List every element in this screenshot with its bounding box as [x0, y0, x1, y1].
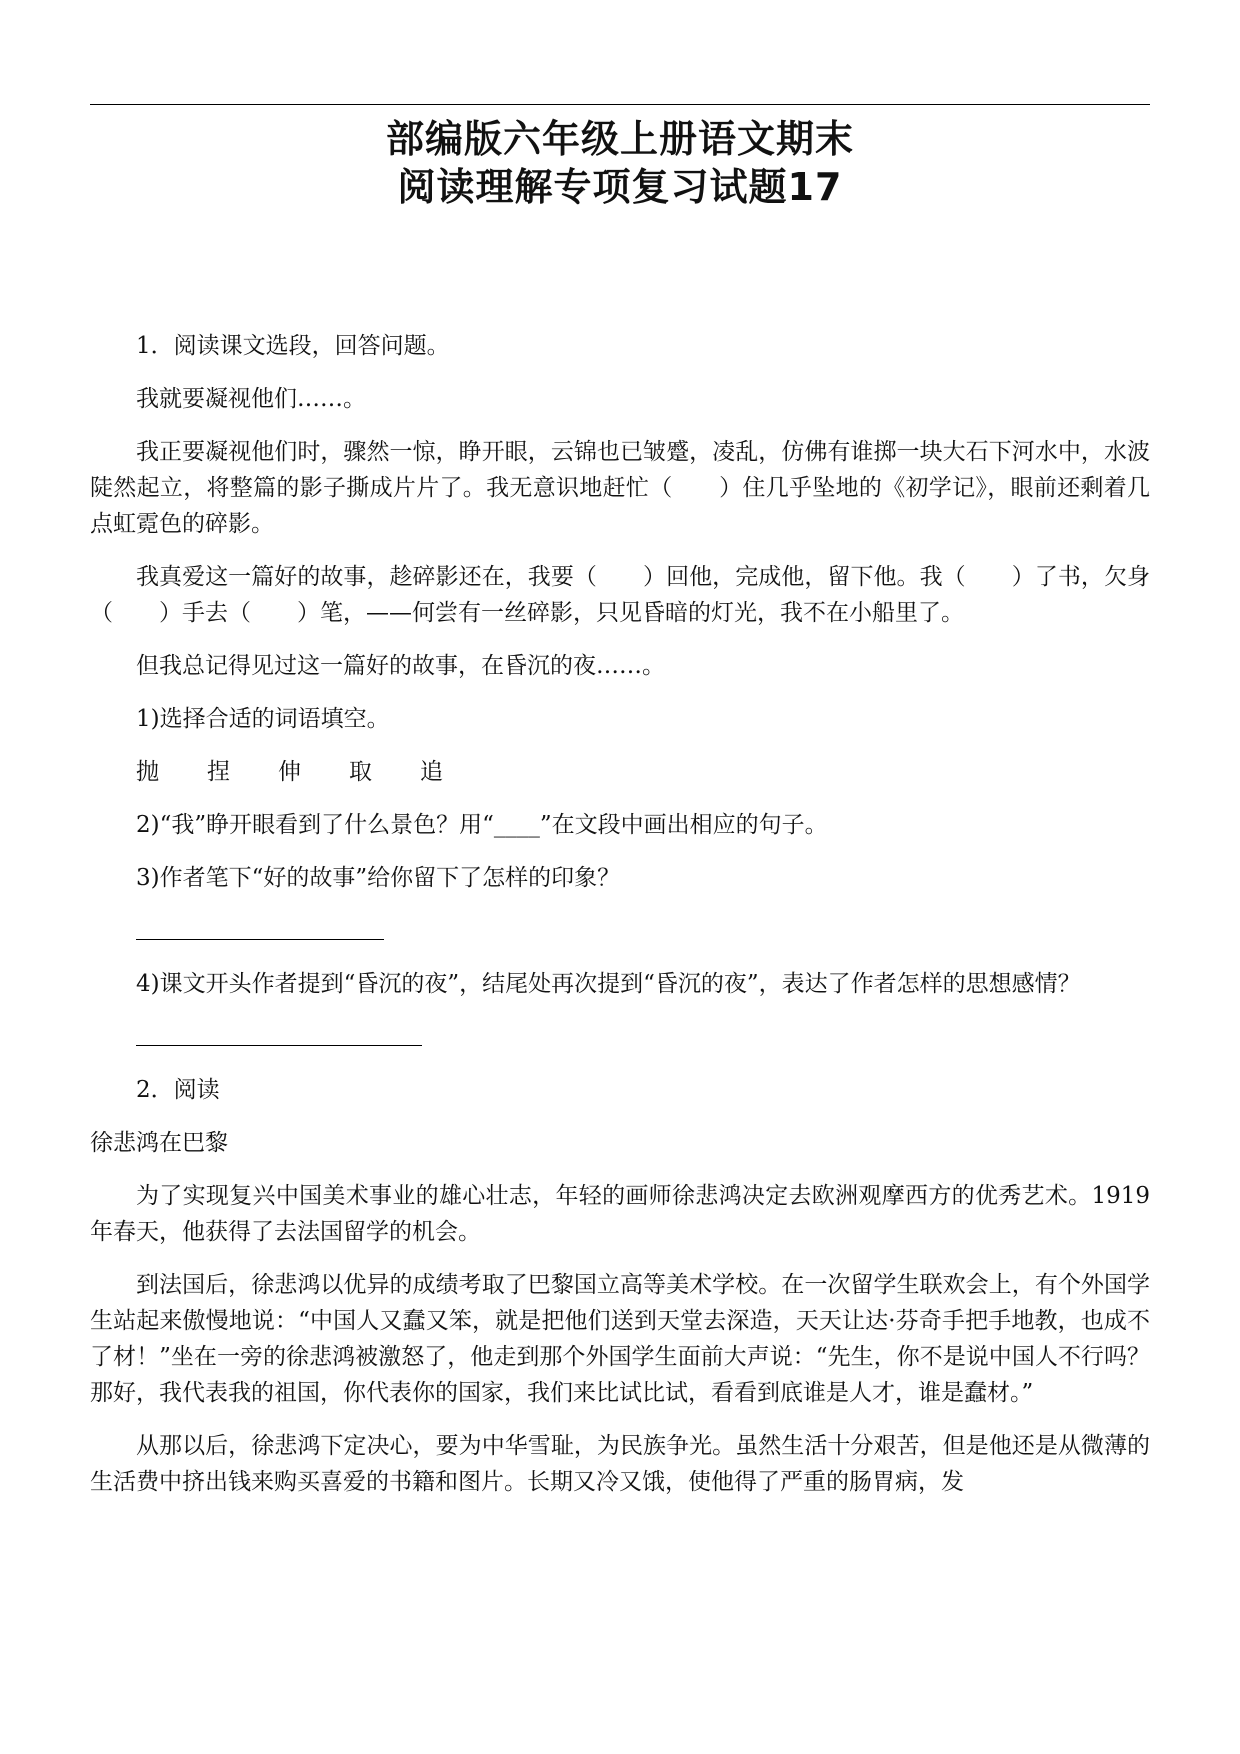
story-paragraph: 为了实现复兴中国美术事业的雄心壮志，年轻的画师徐悲鸿决定去欧洲观摩西方的优秀艺术。1919年春天，他获得了去法国留学的机会。	[90, 1183, 1150, 1245]
answer-line[interactable]	[136, 1019, 1150, 1055]
subquestion-1: 1)选择合适的词语填空。	[136, 706, 390, 732]
story-title: 徐悲鸿在巴黎	[90, 1130, 228, 1156]
subquestion-4: 4)课文开头作者提到“昏沉的夜”，结尾处再次提到“昏沉的夜”，表达了作者怎样的思想感情？	[136, 971, 1081, 997]
subquestion-3: 3)作者笔下“好的故事”给你留下了怎样的印象？	[136, 865, 621, 891]
header-rule	[90, 104, 1150, 105]
word-choice: 追	[420, 759, 443, 785]
question1-heading: 1．阅读课文选段，回答问题。	[136, 333, 450, 359]
story-paragraph: 从那以后，徐悲鸿下定决心，要为中华雪耻，为民族争光。虽然生活十分艰苦，但是他还是从微薄的生活费中挤出钱来购买喜爱的书籍和图片。长期又冷又饿，使他得了严重的肠胃病，发	[90, 1433, 1150, 1495]
document-body	[90, 328, 1150, 1517]
answer-line[interactable]	[136, 913, 1150, 949]
word-choice: 取	[349, 759, 372, 785]
subquestion-2: 2)“我”睁开眼看到了什么景色？用“____”在文段中画出相应的句子。	[136, 812, 828, 838]
word-choices	[90, 754, 1150, 790]
word-choice: 伸	[278, 759, 301, 785]
passage-paragraph: 但我总记得见过这一篇好的故事，在昏沉的夜……。	[136, 653, 665, 679]
question2-heading: 2．阅读	[136, 1077, 220, 1103]
passage-paragraph: 我就要凝视他们……。	[136, 386, 366, 412]
document-title-line2: 阅读理解专项复习试题17	[397, 165, 843, 209]
story-paragraph: 到法国后，徐悲鸿以优异的成绩考取了巴黎国立高等美术学校。在一次留学生联欢会上，有个外国学生站起来傲慢地说：“中国人又蠢又笨，就是把他们送到天堂去深造，天天让达·芬奇手把手地教，也成不了材！”坐在一旁的徐悲鸿被激怒了，他走到那个外国学生面前大声说：“先生，你不是说中国人不行吗？那好，我代表我的祖国，你代表你的国家，我们来比试比试，看看到底谁是人才，谁是蠢材。”	[90, 1272, 1150, 1406]
passage-paragraph: 我真爱这一篇好的故事，趁碎影还在，我要（ ）回他，完成他，留下他。我（ ）了书，欠身（ ）手去（ ）笔，——何尝有一丝碎影，只见昏暗的灯光，我不在小船里了。	[90, 564, 1150, 626]
passage-paragraph: 我正要凝视他们时，骤然一惊，睁开眼，云锦也已皱蹙，凌乱，仿佛有谁掷一块大石下河水中，水波陡然起立，将整篇的影子撕成片片了。我无意识地赶忙（ ）住几乎坠地的《初学记》，眼前还剩着几点虹霓色的碎影。	[90, 439, 1150, 537]
word-choice: 抛	[136, 759, 159, 785]
word-choice: 捏	[207, 759, 230, 785]
document-title-line1: 部编版六年级上册语文期末	[385, 117, 854, 161]
